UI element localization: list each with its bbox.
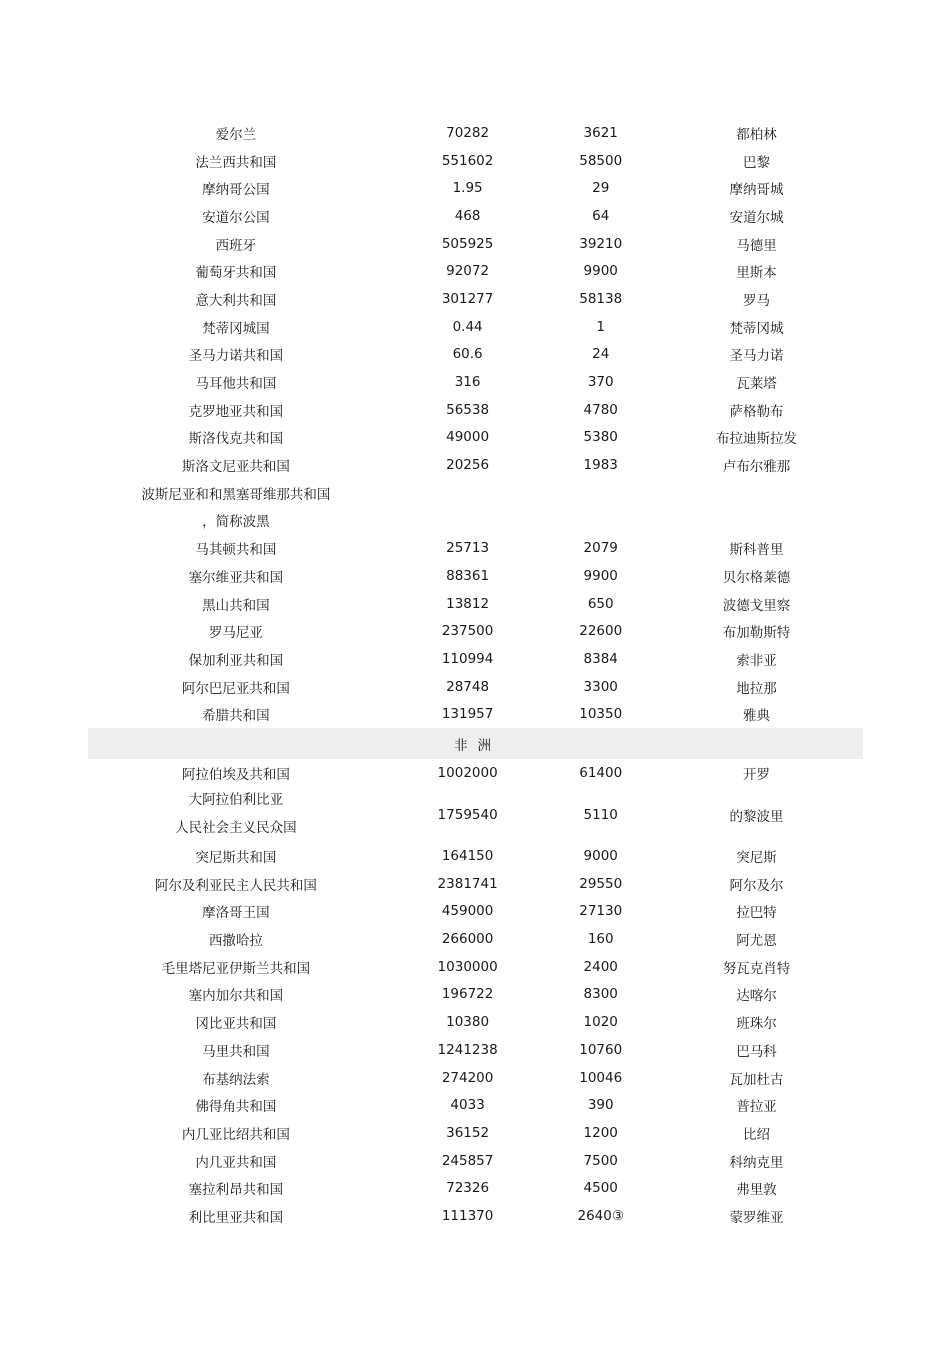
country-name: 克罗地亚共和国 (188, 403, 284, 420)
capital-name: 布拉迪斯拉发 (716, 431, 797, 448)
capital-name: 突尼斯 (736, 850, 777, 867)
area-value: 70282 (446, 124, 490, 141)
table-row (88, 1174, 863, 1202)
table-row (88, 981, 863, 1009)
table-row (88, 341, 863, 369)
table-row (88, 1202, 863, 1230)
table-row (88, 285, 863, 313)
table-row (88, 898, 863, 926)
country-name: 阿尔及利亚民主人民共和国 (154, 877, 317, 894)
population-value: 39210 (579, 235, 623, 252)
population-value: 9900 (583, 263, 618, 280)
area-value: 505925 (441, 235, 494, 252)
table-row (88, 870, 863, 898)
area-value: 459000 (441, 903, 494, 920)
country-name: 毛里塔尼亚伊斯兰共和国 (161, 960, 311, 977)
capital-name: 梵蒂冈城 (729, 320, 784, 337)
table-row (88, 1119, 863, 1147)
area-value: 111370 (441, 1207, 494, 1224)
population-value: 650 (587, 595, 614, 612)
capital-name: 比绍 (743, 1126, 770, 1143)
capital-name: 普拉亚 (736, 1099, 777, 1116)
population-value: 8300 (583, 986, 618, 1003)
country-name: 冈比亚共和国 (195, 1016, 277, 1033)
population-value: 4780 (583, 401, 618, 418)
population-value: 3621 (583, 124, 618, 141)
table-row (88, 507, 863, 535)
country-name: 法兰西共和国 (195, 154, 277, 171)
area-value: 131957 (441, 706, 494, 723)
area-value: 468 (454, 207, 481, 224)
capital-name: 班珠尔 (736, 1016, 777, 1033)
country-name: 马里共和国 (202, 1043, 270, 1060)
country-name: 斯洛文尼亚共和国 (181, 459, 290, 476)
area-value: 301277 (441, 290, 494, 307)
area-value: 1759540 (437, 806, 498, 823)
capital-name: 达喀尔 (736, 988, 777, 1005)
area-value: 20256 (446, 457, 490, 474)
capital-name: 波德戈里察 (722, 597, 791, 614)
table-row (88, 534, 863, 562)
population-value: 58500 (579, 152, 623, 169)
population-value: 27130 (579, 903, 623, 920)
capital-name: 罗马 (743, 292, 770, 309)
country-name: 阿尔巴尼亚共和国 (181, 680, 290, 697)
area-value: 13812 (446, 595, 490, 612)
capital-name: 的黎波里 (729, 808, 784, 825)
population-value: 29550 (579, 875, 623, 892)
country-name: 马耳他共和国 (195, 376, 277, 393)
population-value: 8384 (583, 650, 618, 667)
country-name: 阿拉伯埃及共和国 (181, 766, 290, 783)
capital-name: 里斯本 (736, 265, 777, 282)
population-value: 1200 (583, 1124, 618, 1141)
country-name: 黑山共和国 (202, 597, 270, 614)
country-name: 斯洛伐克共和国 (188, 431, 284, 448)
capital-name: 索非亚 (736, 652, 777, 669)
table-row (88, 1008, 863, 1036)
population-value: 5380 (583, 429, 618, 446)
europe-rows (88, 119, 863, 728)
country-name: 塞拉利昂共和国 (188, 1182, 284, 1199)
country-name: 摩洛哥王国 (202, 905, 270, 922)
country-name: 意大利共和国 (195, 292, 277, 309)
capital-name: 圣马力诺 (729, 348, 784, 365)
population-value: 1020 (583, 1014, 618, 1031)
table-row (88, 174, 863, 202)
area-value: 551602 (441, 152, 494, 169)
population-value: 390 (587, 1097, 614, 1114)
country-name: ，简称波黑 (202, 514, 270, 531)
population-value: 370 (587, 374, 614, 391)
country-name: 梵蒂冈城国 (202, 320, 270, 337)
country-name: 塞内加尔共和国 (188, 988, 284, 1005)
country-name: 波斯尼亚和和黑塞哥维那共和国 (141, 486, 331, 503)
capital-name: 瓦加杜古 (729, 1071, 784, 1088)
population-value: 22600 (579, 623, 623, 640)
area-value: 237500 (441, 623, 494, 640)
table-row (88, 673, 863, 701)
population-value: 3300 (583, 678, 618, 695)
country-name: 佛得角共和国 (195, 1099, 277, 1116)
area-value: 25713 (446, 540, 490, 557)
country-name: 圣马力诺共和国 (188, 348, 284, 365)
table-row (88, 1147, 863, 1175)
capital-name: 摩纳哥城 (729, 182, 784, 199)
capital-name: 阿尔及尔 (729, 877, 784, 894)
country-name: 西撒哈拉 (208, 933, 263, 950)
capital-name: 瓦莱塔 (736, 376, 777, 393)
population-value: 160 (587, 931, 614, 948)
country-name: 安道尔公国 (202, 209, 270, 226)
area-value: 274200 (441, 1069, 494, 1086)
country-name: 马其顿共和国 (195, 542, 277, 559)
area-value: 56538 (446, 401, 490, 418)
population-value: 24 (592, 346, 610, 363)
area-value: 316 (454, 374, 481, 391)
population-value: 10350 (579, 706, 623, 723)
area-value: 266000 (441, 931, 494, 948)
country-table (88, 119, 863, 1230)
table-row (88, 1064, 863, 1092)
country-name: 葡萄牙共和国 (195, 265, 277, 282)
table-row (88, 313, 863, 341)
table-row (88, 617, 863, 645)
country-name: 利比里亚共和国 (188, 1209, 284, 1226)
table-row (88, 257, 863, 285)
area-value: 28748 (446, 678, 490, 695)
capital-name: 卢布尔雅那 (722, 459, 791, 476)
population-value: 61400 (579, 764, 623, 781)
capital-name: 布加勒斯特 (722, 625, 791, 642)
table-row (88, 451, 863, 479)
area-value: 245857 (441, 1152, 494, 1169)
capital-name: 开罗 (743, 766, 770, 783)
area-value: 2381741 (437, 875, 498, 892)
area-value: 88361 (446, 567, 490, 584)
population-value: 4500 (583, 1180, 618, 1197)
population-value: 9900 (583, 567, 618, 584)
table-row (88, 396, 863, 424)
population-value: 2640③ (577, 1207, 624, 1224)
capital-name: 雅典 (743, 708, 770, 725)
country-name: 突尼斯共和国 (195, 850, 277, 867)
table-row (88, 842, 863, 870)
capital-name: 都柏林 (736, 126, 777, 143)
area-value: 72326 (446, 1180, 490, 1197)
table-row (88, 147, 863, 175)
capital-name: 斯科普里 (729, 542, 784, 559)
capital-name: 安道尔城 (729, 209, 784, 226)
area-value: 36152 (446, 1124, 490, 1141)
capital-name: 巴黎 (743, 154, 770, 171)
country-name: 内几亚共和国 (195, 1154, 277, 1171)
capital-name: 马德里 (736, 237, 777, 254)
population-value: 10046 (579, 1069, 623, 1086)
section-label: 非洲 (454, 737, 501, 754)
population-value: 64 (592, 207, 610, 224)
country-name: 摩纳哥公国 (202, 182, 270, 199)
capital-name: 蒙罗维亚 (729, 1209, 784, 1226)
table-row (88, 1036, 863, 1064)
country-name: 爱尔兰 (215, 126, 257, 143)
capital-name: 巴马科 (736, 1043, 777, 1060)
country-name: 希腊共和国 (202, 708, 270, 725)
population-value: 5110 (583, 806, 618, 823)
capital-name: 萨格勒布 (729, 403, 784, 420)
table-row (88, 230, 863, 258)
area-value: 92072 (446, 263, 490, 280)
table-row (88, 119, 863, 147)
area-value: 0.44 (452, 318, 483, 335)
area-value: 196722 (441, 986, 494, 1003)
capital-name: 科纳克里 (729, 1154, 784, 1171)
country-name: 塞尔维亚共和国 (188, 569, 284, 586)
capital-name: 弗里敦 (736, 1182, 777, 1199)
area-value: 1241238 (437, 1041, 498, 1058)
country-name: 内几亚比绍共和国 (181, 1126, 290, 1143)
country-name: 罗马尼亚 (208, 625, 263, 642)
population-value: 1 (596, 318, 606, 335)
table-row (88, 424, 863, 452)
population-value: 1983 (583, 457, 618, 474)
country-name: 保加利亚共和国 (188, 652, 284, 669)
population-value: 9000 (583, 848, 618, 865)
population-value: 2400 (583, 958, 618, 975)
area-value: 4033 (450, 1097, 485, 1114)
section-header-africa (88, 728, 863, 759)
capital-name: 贝尔格莱德 (722, 569, 791, 586)
table-row (88, 562, 863, 590)
population-value: 58138 (579, 290, 623, 307)
country-name: 布基纳法索 (202, 1071, 270, 1088)
area-value: 1.95 (452, 180, 483, 197)
table-row (88, 925, 863, 953)
capital-name: 阿尤恩 (736, 933, 777, 950)
table-row (88, 590, 863, 618)
area-value: 164150 (441, 848, 494, 865)
area-value: 1002000 (437, 764, 498, 781)
capital-name: 地拉那 (736, 680, 777, 697)
table-row (88, 202, 863, 230)
table-row (88, 787, 863, 842)
africa-rows (88, 759, 863, 1230)
table-row (88, 479, 863, 507)
population-value: 2079 (583, 540, 618, 557)
population-value: 7500 (583, 1152, 618, 1169)
table-row (88, 1091, 863, 1119)
area-value: 60.6 (452, 346, 483, 363)
country-name: 西班牙 (215, 237, 257, 254)
area-value: 49000 (446, 429, 490, 446)
table-row (88, 953, 863, 981)
capital-name: 努瓦克肖特 (722, 960, 791, 977)
area-value: 10380 (446, 1014, 490, 1031)
population-value: 10760 (579, 1041, 623, 1058)
population-value: 29 (592, 180, 610, 197)
table-row (88, 645, 863, 673)
table-row (88, 759, 863, 787)
table-row (88, 700, 863, 728)
capital-name: 拉巴特 (736, 905, 777, 922)
area-value: 1030000 (437, 958, 498, 975)
table-row (88, 368, 863, 396)
country-name: 大阿拉伯利比亚 人民社会主义民众国 (175, 791, 297, 836)
area-value: 110994 (441, 650, 494, 667)
